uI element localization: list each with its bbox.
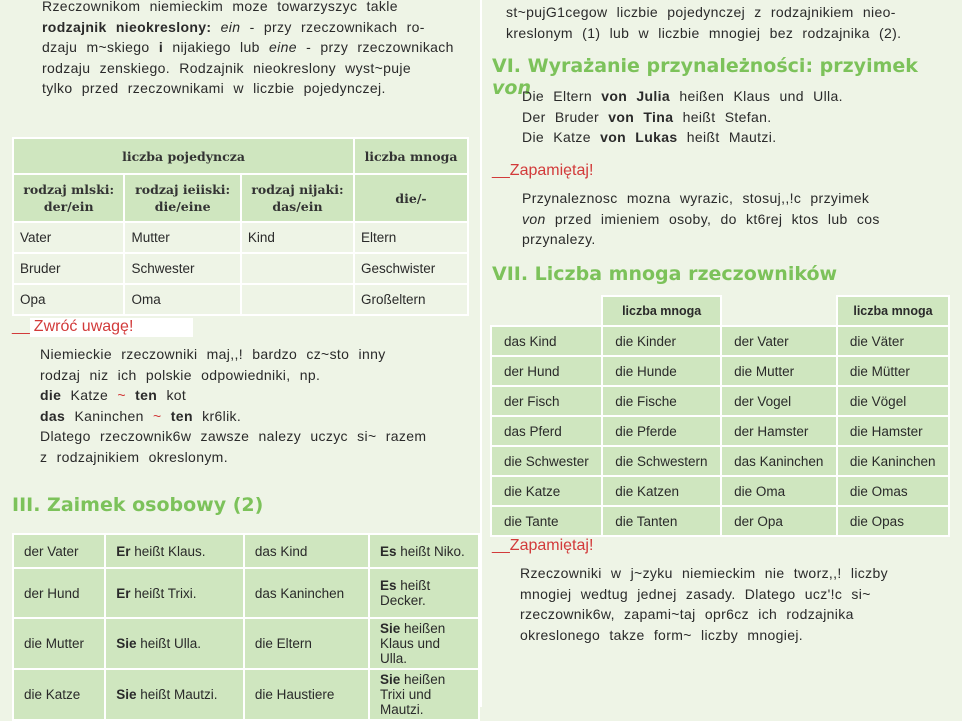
paragraph-line: kreslonym (1) lub w liczbie mnogiej bez rodzajnika (2). [506,24,902,41]
header-plural: liczba mnoga [837,296,949,326]
table-cell [241,284,354,315]
header-plural: liczba mnoga [354,138,468,174]
table-cell: Vater [13,222,124,253]
example-pronoun: ten [170,407,193,424]
table-row [491,386,949,416]
intro-line [42,37,472,58]
header-label: rodzaj nijaki: [251,182,344,197]
example-line [522,86,952,107]
table-cell: der Vater [13,534,105,568]
table-cell: die Schwestern [602,446,721,476]
intro-bold: i [158,39,164,55]
table-cell [369,618,479,669]
paragraph-line: Przynaleznosc mozna wyrazic, stosuj,,!c przyimek [522,190,870,206]
attention-line: rodzaj niz ich polskie odpowiedniki, np. [40,366,321,383]
table-cell: die Vögel [837,386,949,416]
table-cell: der Hund [13,568,105,618]
table-cell: die Tanten [602,506,721,536]
header-plural: liczba mnoga [602,296,721,326]
example-translation: kot [166,387,187,403]
table-cell: Schwester [124,253,240,284]
intro-line [42,17,472,38]
section-6-title-text: VI. Wyrażanie przynależności: przyimek [492,55,918,77]
remember-mark: __ [492,537,510,554]
header-label: der/ein [43,199,94,214]
table-cell: Eltern [354,222,468,253]
table-cell: das Kind [244,534,369,568]
table-row [13,534,479,568]
example-pronoun: ten [135,387,158,403]
intro-text: dzaju m~skiego [42,39,150,55]
sentence: heißt Ulla. [140,636,202,651]
paragraph-text: przed imieniem osoby, do kt6rej ktos lub cos [554,210,880,227]
paragraph-line: mnogiej wedtug jednej zasady. Dlatego ucz'!c si~ [520,585,871,602]
attention-mark: __ [12,318,30,335]
intro-text: nijakiego lub [172,39,260,55]
remember-heading-2 [492,537,593,555]
table-cell: Kind [241,222,354,253]
paragraph-line [522,209,952,230]
table-row [13,222,468,253]
remember-title: Zapamiętaj! [509,162,594,179]
table-cell: Opa [13,284,124,315]
paragraph-line: rzeczownik6w, zapami~taj opr6cz ich rodzajnika [520,606,854,622]
attention-line: Dlatego rzeczownik6w zawsze nalezy uczyc si~ razem [40,428,427,444]
table-cell [105,618,244,669]
remember-title: Zapamiętaj! [509,537,594,554]
example-text: Die Eltern [522,88,592,104]
italic-term: von [522,210,546,227]
table-cell: die Kaninchen [837,446,949,476]
intro-text: - przy rzeczownikach [306,39,454,55]
intro-italic: ein [220,18,241,35]
example-line [522,127,952,148]
header-singular: liczba pojedyncza [13,138,354,174]
von-examples [522,86,952,148]
example-bold: von Lukas [600,129,678,145]
table-cell: die Opas [837,506,949,536]
sentence: heißen Klaus und Ulla. [380,621,446,666]
pronoun: Sie [380,621,401,636]
table-cell: die Omas [837,476,949,506]
table-row [13,618,479,669]
table-cell: das Pferd [491,416,602,446]
table-cell: die Väter [837,326,949,356]
attention-heading [12,318,193,336]
table-row [13,669,479,720]
table-row [491,326,949,356]
header-label: die/eine [154,199,211,214]
intro-text: - przy rzeczownikach ro- [249,18,425,35]
table-cell: die Schwester [491,446,602,476]
pronoun: Sie [116,687,137,702]
table-row [491,446,949,476]
table-cell: die Pferde [602,416,721,446]
example-text: Der Bruder [522,108,599,125]
table-row [491,506,949,536]
table-cell [241,253,354,284]
table-cell: der Opa [721,506,837,536]
remember-mark: __ [492,162,510,179]
example-bold: von Julia [601,88,671,104]
table-cell: das Kaninchen [721,446,837,476]
section-3-title: III. Zaimek osobowy (2) [12,494,264,516]
table-cell [369,534,479,568]
example-text: heißt Stefan. [682,108,772,125]
table-cell: Mutter [124,222,240,253]
table-cell: der Hamster [721,416,837,446]
table-cell: der Fisch [491,386,602,416]
table-cell: die Mutter [13,618,105,669]
table-cell: die Eltern [244,618,369,669]
table-row [13,284,468,315]
table-cell [105,534,244,568]
table-row [13,253,468,284]
header-label: rodzaj mlski: [23,182,115,197]
example-line [522,107,952,128]
pronoun: Sie [380,672,401,687]
header-plural-article: die/- [354,174,468,222]
sentence: heißt Klaus. [134,543,206,559]
table-cell: der Hund [491,356,602,386]
attention-line: Niemieckie rzeczowniki maj,,! bardzo cz~sto inny [40,346,386,362]
header-label: das/ein [272,199,323,214]
intro-line: Rzeczownikom niemieckim moze towarzyszyc takle [42,0,398,14]
pronoun: Es [380,543,397,559]
attention-line: z rodzajnikiem okreslonym. [40,448,228,465]
table-cell: die Katze [491,476,602,506]
right-column [482,0,962,707]
table-cell: der Vater [721,326,837,356]
table-cell: Oma [124,284,240,315]
table-row [491,356,949,386]
intro-line: tylko przed rzeczownikami w liczbie pojedynczej. [42,80,386,96]
intro-line: rodzaju zenskiego. Rodzajnik nieokreslony wyst~puje [42,59,411,76]
table-cell: die Hunde [602,356,721,386]
example-translation: kr6lik. [202,407,242,424]
table-cell [369,568,479,618]
pronoun: Er [116,585,131,601]
header-empty [721,296,837,326]
example-text: heißt Mautzi. [686,129,777,145]
pronoun: Er [116,543,131,559]
sentence: heißt Decker. [380,578,431,608]
table-cell: die Oma [721,476,837,506]
sentence: heißen Trixi und Mautzi. [380,672,446,717]
table-row [13,568,479,618]
table-cell: die Mutter [721,356,837,386]
personal-pronoun-table [12,533,480,721]
intro-paragraph [42,0,472,99]
header-feminine [124,174,240,222]
table-row [491,416,949,446]
table-cell: das Kaninchen [244,568,369,618]
example-text: Die Katze [522,129,591,145]
attention-title: Zwróć uwagę! [30,318,194,337]
table-cell: die Tante [491,506,602,536]
table-cell: die Kinder [602,326,721,356]
remember-paragraph-2 [520,563,956,645]
pronoun: Sie [116,636,137,651]
table-cell: der Vogel [721,386,837,416]
table-header-row [491,296,949,326]
table-cell [105,669,244,720]
table-cell: die Mütter [837,356,949,386]
plural-table [490,295,950,537]
header-masculine [13,174,124,222]
left-column [0,0,480,717]
right-top-paragraph [506,2,956,43]
table-cell: das Kind [491,326,602,356]
table-cell [369,669,479,720]
example-noun: Kaninchen [74,407,144,424]
table-cell: die Katzen [602,476,721,506]
remember-heading-1 [492,162,593,180]
section-6-title-italic: von [492,77,531,99]
example-tilde: ~ [117,387,126,403]
section-7-title: VII. Liczba mnoga rzeczowników [492,263,838,285]
sentence: heißt Mautzi. [140,687,218,702]
table-cell: die Haustiere [244,669,369,720]
attention-paragraph [40,344,470,467]
example-bold: von Tina [608,108,674,125]
header-empty [491,296,602,326]
paragraph-line: okreslonego takze form~ liczby mnogiej. [520,626,804,643]
example-noun: Katze [70,387,109,403]
attention-example [40,385,470,406]
table-cell: Geschwister [354,253,468,284]
paragraph-line: Rzeczowniki w j~zyku niemieckim nie tworz,,! liczby [520,565,888,581]
table-cell: die Hamster [837,416,949,446]
example-tilde: ~ [153,407,162,424]
intro-italic: eine [268,39,297,55]
header-label: rodzaj ieiiski: [135,182,231,197]
intro-bold-term: rodzajnik nieokreslony: [42,18,212,35]
table-row [491,476,949,506]
paragraph-line: st~pujG1cegow liczbie pojedynczej z rodzajnikiem nieo- [506,4,896,20]
sentence: heißt Trixi. [134,585,197,601]
attention-example [40,406,470,427]
example-article: das [40,407,66,424]
example-text: heißen Klaus und Ulla. [679,88,843,104]
pronoun: Es [380,578,397,593]
table-cell: Großeltern [354,284,468,315]
sentence: heißt Niko. [400,543,465,559]
remember-paragraph-1 [522,188,952,250]
table-cell [105,568,244,618]
table-cell: Bruder [13,253,124,284]
example-article: die [40,387,62,403]
table-cell: die Fische [602,386,721,416]
table-cell: die Katze [13,669,105,720]
articles-table [12,137,469,316]
header-neuter [241,174,354,222]
paragraph-line: przynalezy. [522,231,596,247]
